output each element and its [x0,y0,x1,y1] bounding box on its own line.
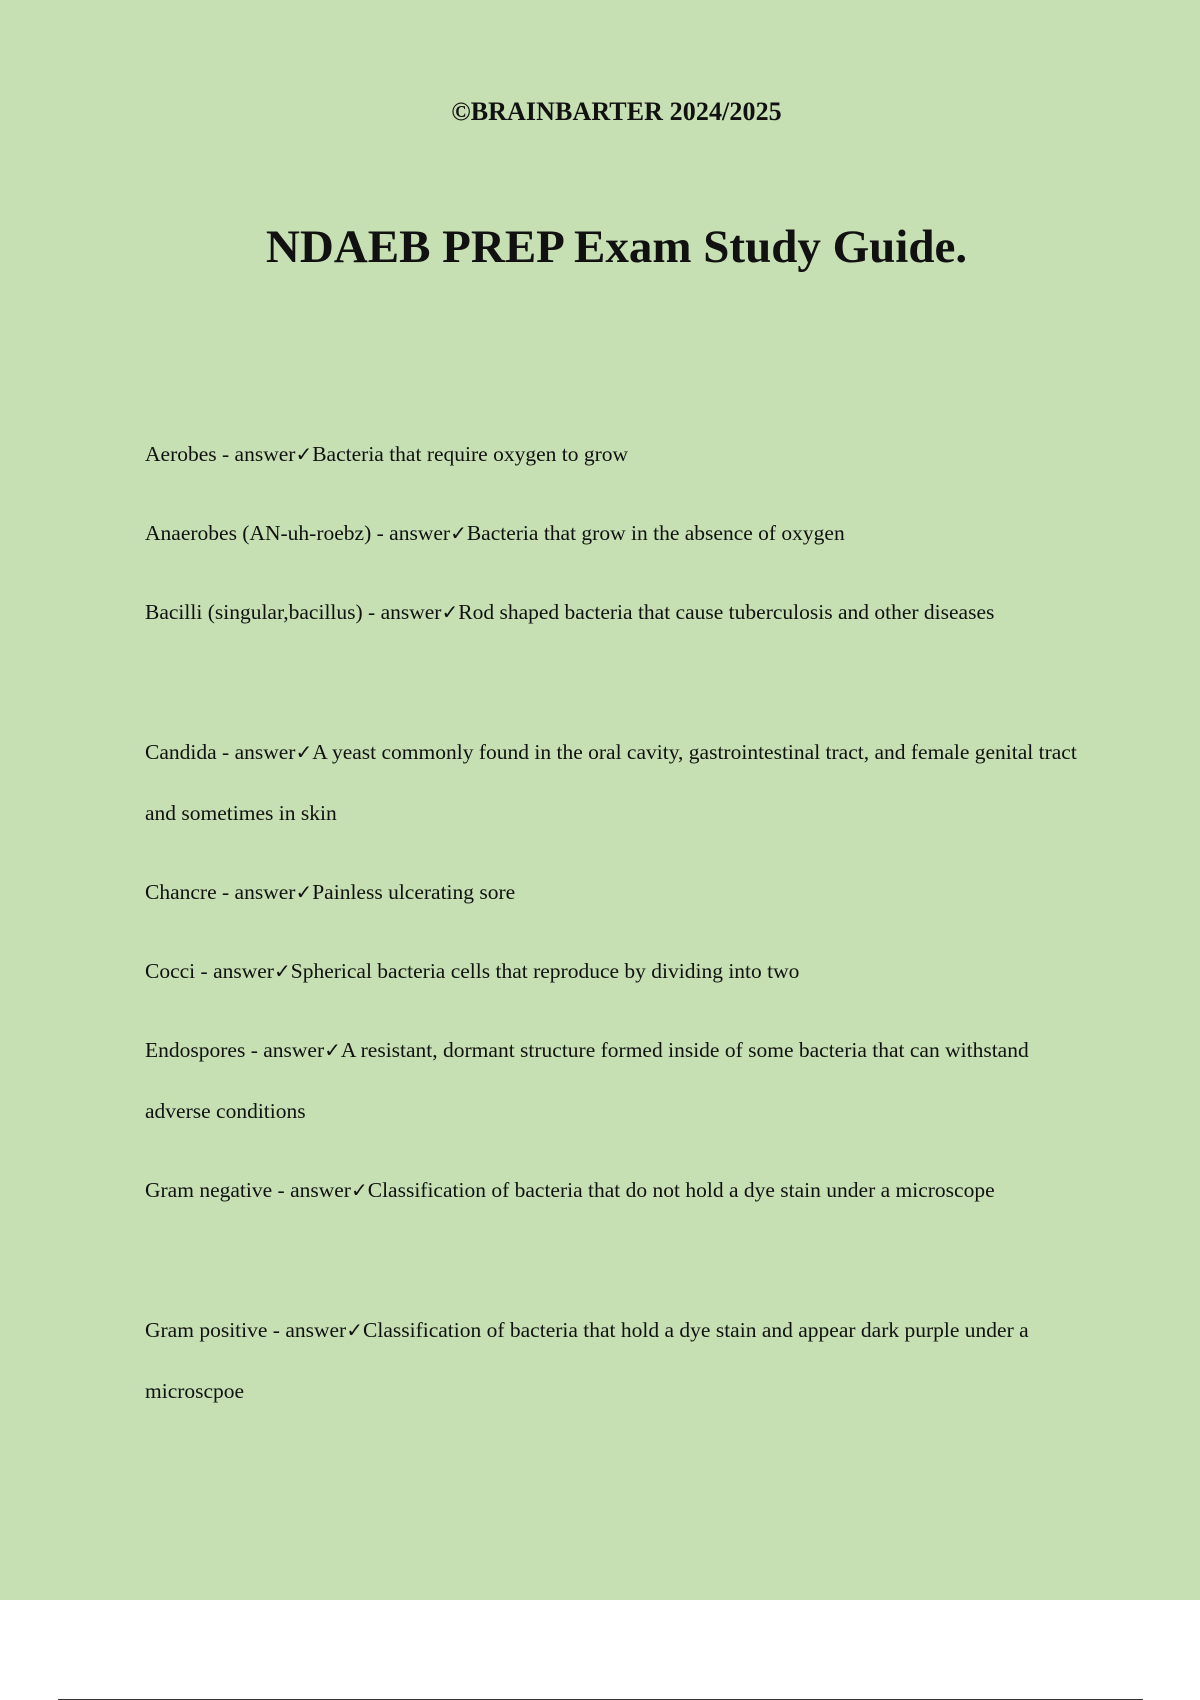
check-icon: ✓ [450,521,467,545]
qa-item-anaerobes [145,503,1085,564]
answer-text: Bacteria that require oxygen to grow [312,442,629,466]
term-label: Gram positive [145,1318,268,1342]
term-label: Gram negative [145,1178,273,1202]
answer-text: Spherical bacteria cells that reproduce by dividing into two [290,959,800,983]
answer-text: Rod shaped bacteria that cause tuberculosis and other diseases [458,600,995,624]
check-icon: ✓ [324,1038,341,1062]
page-title: NDAEB PREP Exam Study Guide. [265,221,968,273]
answer-separator: - answer [272,1178,351,1202]
answer-separator: - answer [267,1318,347,1342]
check-icon: ✓ [295,740,313,764]
qa-item-cocci [145,941,1085,1002]
qa-list [145,424,1085,1440]
qa-item-gram-negative [145,1160,1085,1282]
answer-separator: - answer [362,600,442,624]
term-label: Chancre [145,880,217,904]
answer-text: Classification of bacteria that hold a dye stain and appear dark purple under a microscpoe [145,1318,1029,1403]
term-label: Candida [145,740,217,764]
check-icon: ✓ [346,1318,363,1342]
qa-item-candida [145,722,1085,844]
qa-item-aerobes [145,424,1085,485]
term-label: Anaerobes (AN-uh-roebz) [145,521,372,545]
qa-item-bacilli [145,582,1085,704]
check-icon: ✓ [295,880,313,904]
answer-separator: - answer [195,959,274,983]
answer-text: Painless ulcerating sore [312,880,516,904]
answer-text: A yeast commonly found in the oral cavity, gastrointestinal tract, and female genital tract and sometimes in skin [145,740,1077,825]
term-label: Bacilli (singular,bacillus) [145,600,363,624]
answer-separator: - answer [245,1038,325,1062]
qa-item-gram-positive [145,1300,1085,1422]
term-label: Cocci [145,959,196,983]
copyright-header: ©BRAINBARTER 2024/2025 [451,97,782,126]
check-icon: ✓ [350,1178,368,1202]
answer-text: Bacteria that grow in the absence of oxygen [466,521,845,545]
answer-separator: - answer [371,521,451,545]
answer-text: A resistant, dormant structure formed inside of some bacteria that can withstand adverse conditions [145,1038,1029,1123]
answer-separator: - answer [216,740,296,764]
qa-item-chancre [145,862,1085,923]
term-label: Endospores [145,1038,246,1062]
answer-separator: - answer [216,442,296,466]
check-icon: ✓ [273,959,291,983]
answer-separator: - answer [216,880,296,904]
qa-item-endospores [145,1020,1085,1142]
answer-text: Classification of bacteria that do not hold a dye stain under a microscope [367,1178,995,1202]
term-label: Aerobes [145,442,217,466]
check-icon: ✓ [295,442,313,466]
check-icon: ✓ [441,600,459,624]
